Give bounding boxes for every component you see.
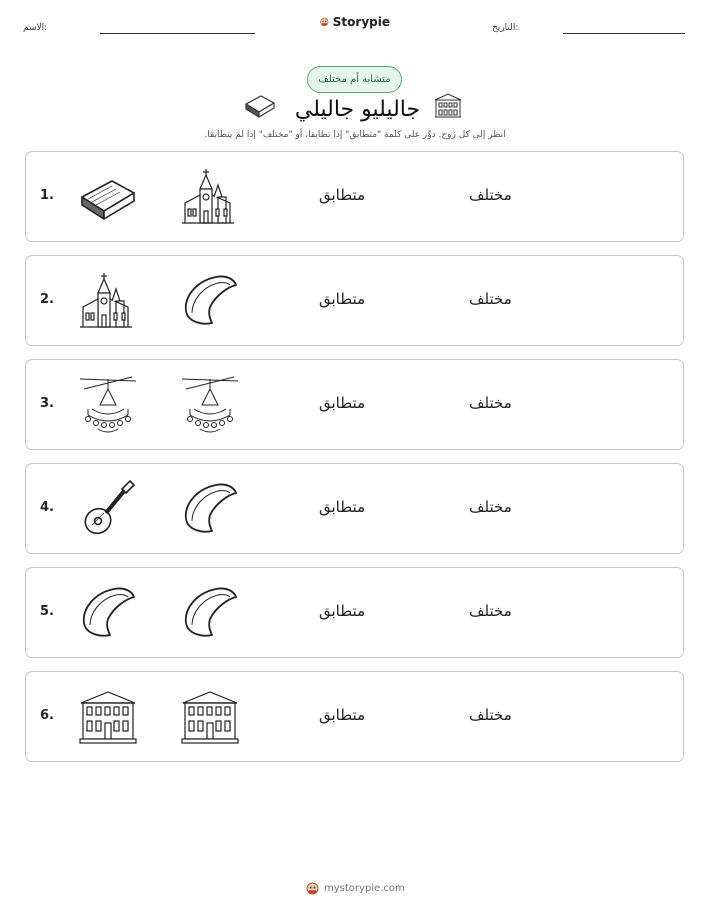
same-option[interactable]: متطابق <box>319 706 366 724</box>
different-option[interactable]: مختلف <box>469 706 512 724</box>
name-label: الاسم: <box>23 23 48 33</box>
church-icon <box>78 271 138 331</box>
building-icon <box>433 93 463 119</box>
tile-icon <box>180 271 240 331</box>
same-option[interactable]: متطابق <box>319 186 366 204</box>
date-label: التاريخ: <box>492 23 519 33</box>
church-icon <box>180 167 240 227</box>
different-option[interactable]: مختلف <box>469 290 512 308</box>
footer <box>306 880 406 896</box>
question-number: 5. <box>40 604 54 619</box>
chandelier-icon <box>78 375 138 435</box>
tile-icon <box>180 479 240 539</box>
brand-name: Storypie <box>332 15 390 29</box>
question-number: 1. <box>40 188 54 203</box>
same-option[interactable]: متطابق <box>319 602 366 620</box>
question-number: 6. <box>40 708 54 723</box>
page-title: جاليليو جاليلي <box>294 97 421 122</box>
different-option[interactable]: مختلف <box>469 186 512 204</box>
footer-url[interactable]: mystorypie.com <box>324 882 405 894</box>
question-number: 4. <box>40 500 54 515</box>
tile-icon <box>78 583 138 643</box>
same-option[interactable]: متطابق <box>319 498 366 516</box>
question-row <box>25 463 684 554</box>
question-row <box>25 359 684 450</box>
instructions: انظر إلى كل زوج. دوِّر على كلمة "متطابق" إذا تطابقا، أو "مختلف" إذا لم يتطابقا. <box>204 130 506 140</box>
name-line[interactable] <box>100 33 255 34</box>
brand-logo <box>320 12 390 32</box>
mascot-icon <box>306 882 319 895</box>
building-icon <box>78 687 138 747</box>
book-icon <box>243 92 277 120</box>
question-number: 3. <box>40 396 54 411</box>
question-row <box>25 567 684 658</box>
chandelier-icon <box>180 375 240 435</box>
date-line[interactable] <box>563 33 685 34</box>
tile-icon <box>180 583 240 643</box>
same-option[interactable]: متطابق <box>319 394 366 412</box>
worksheet-type-badge: متشابه أم مختلف <box>307 66 402 93</box>
building-icon <box>180 687 240 747</box>
different-option[interactable]: مختلف <box>469 498 512 516</box>
lute-icon <box>78 479 138 539</box>
different-option[interactable]: مختلف <box>469 394 512 412</box>
question-row <box>25 151 684 242</box>
book-icon <box>78 167 138 227</box>
question-row <box>25 671 684 762</box>
mascot-icon <box>320 15 329 29</box>
different-option[interactable]: مختلف <box>469 602 512 620</box>
question-number: 2. <box>40 292 54 307</box>
same-option[interactable]: متطابق <box>319 290 366 308</box>
question-row <box>25 255 684 346</box>
